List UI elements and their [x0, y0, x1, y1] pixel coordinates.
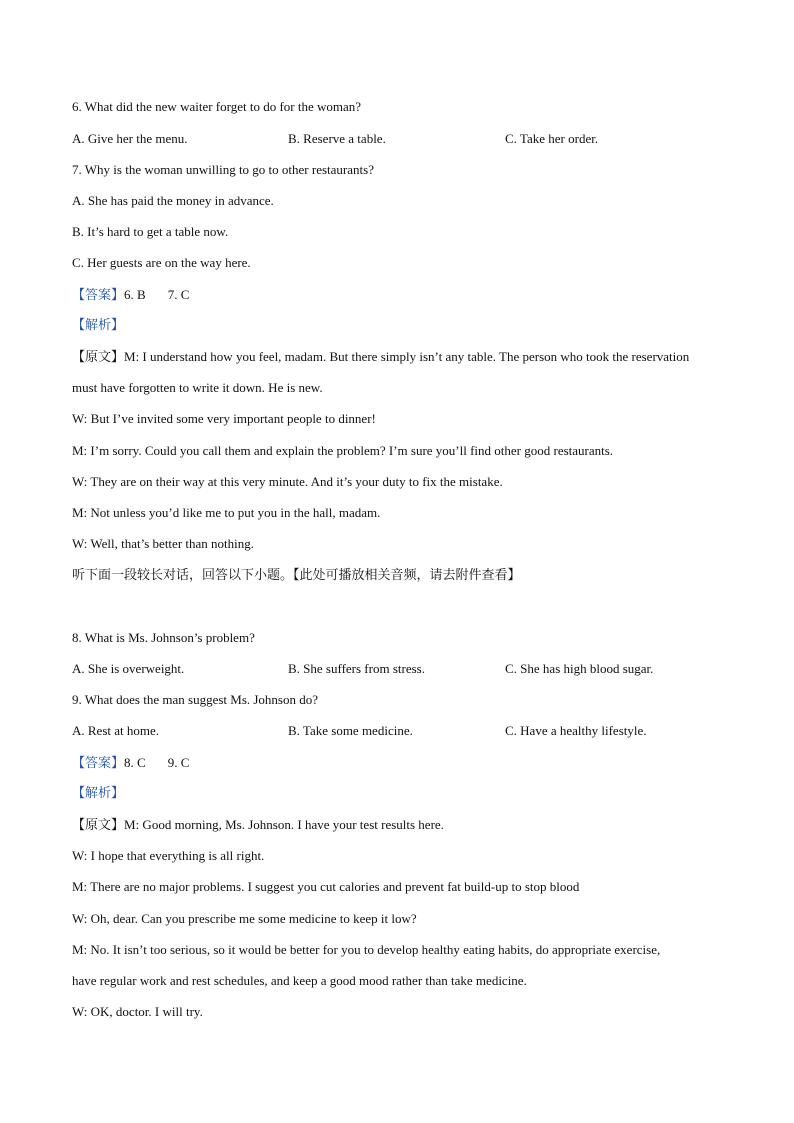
answer-label: 【答案】 — [72, 288, 125, 303]
transcript-1-line-6: M: Not unless you’d like me to put you in the hall, madam. — [72, 505, 381, 520]
question-7: 7. Why is the woman unwilling to go to other restaurants? — [72, 162, 374, 177]
q6-option-b: B. Reserve a table. — [288, 131, 386, 146]
question-6: 6. What did the new waiter forget to do for the woman? — [72, 99, 362, 114]
transcript-1-line-3: W: But I’ve invited some very important people to dinner! — [72, 411, 376, 426]
transcript-2-line-2: W: I hope that everything is all right. — [72, 848, 265, 863]
q7-option-c: C. Her guests are on the way here. — [72, 255, 251, 270]
q6-option-c: C. Take her order. — [505, 131, 599, 146]
transcript-2-line-7: W: OK, doctor. I will try. — [72, 1004, 203, 1019]
transcript-2-line-6: have regular work and rest schedules, and keep a good mood rather than take medicine. — [72, 973, 527, 988]
answer-6: 6. B — [124, 287, 146, 302]
answer-line-1 — [72, 287, 189, 304]
transcript-1-line-1 — [72, 349, 689, 366]
transcript-1-line-5: W: They are on their way at this very minute. And it’s your duty to fix the mistake. — [72, 474, 503, 489]
transcript-2-line-4: W: Oh, dear. Can you prescribe me some medicine to keep it low? — [72, 911, 417, 926]
transcript-2-line-1 — [72, 817, 444, 834]
listening-instruction: 听下面一段较长对话，回答以下小题。【此处可播放相关音频，请去附件查看】 — [72, 568, 521, 583]
q8-option-c: C. She has high blood sugar. — [505, 661, 654, 676]
answer-label: 【答案】 — [72, 756, 125, 771]
analysis-label-2: 【解析】 — [72, 786, 125, 801]
answer-7: 7. C — [167, 287, 190, 302]
q9-option-b: B. Take some medicine. — [288, 723, 413, 738]
q6-option-a: A. Give her the menu. — [72, 131, 188, 146]
transcript-1-line-2: must have forgotten to write it down. He is new. — [72, 380, 323, 395]
question-9: 9. What does the man suggest Ms. Johnson do? — [72, 692, 319, 707]
transcript-label: 【原文】 — [72, 350, 125, 365]
transcript-2-line-5: M: No. It isn’t too serious, so it would be better for you to develop healthy eating habits, do appropriate exercise, — [72, 942, 661, 957]
transcript-2-line-3: M: There are no major problems. I suggest you cut calories and prevent fat build-up to stop blood — [72, 879, 580, 894]
transcript-1-line-7: W: Well, that’s better than nothing. — [72, 536, 254, 551]
q7-option-a: A. She has paid the money in advance. — [72, 193, 274, 208]
q8-option-b: B. She suffers from stress. — [288, 661, 425, 676]
answer-line-2 — [72, 755, 189, 772]
question-8: 8. What is Ms. Johnson’s problem? — [72, 630, 255, 645]
transcript-text: M: Good morning, Ms. Johnson. I have your test results here. — [124, 817, 444, 832]
analysis-label-1: 【解析】 — [72, 318, 125, 333]
q8-option-a: A. She is overweight. — [72, 661, 185, 676]
q9-option-c: C. Have a healthy lifestyle. — [505, 723, 647, 738]
transcript-text: M: I understand how you feel, madam. But there simply isn’t any table. The person who took the reservation — [124, 349, 690, 364]
q7-option-b: B. It’s hard to get a table now. — [72, 224, 229, 239]
q9-option-a: A. Rest at home. — [72, 723, 160, 738]
transcript-label: 【原文】 — [72, 818, 125, 833]
answer-9: 9. C — [167, 755, 190, 770]
transcript-1-line-4: M: I’m sorry. Could you call them and explain the problem? I’m sure you’ll find other good restaurants. — [72, 443, 614, 458]
answer-8: 8. C — [124, 755, 146, 770]
